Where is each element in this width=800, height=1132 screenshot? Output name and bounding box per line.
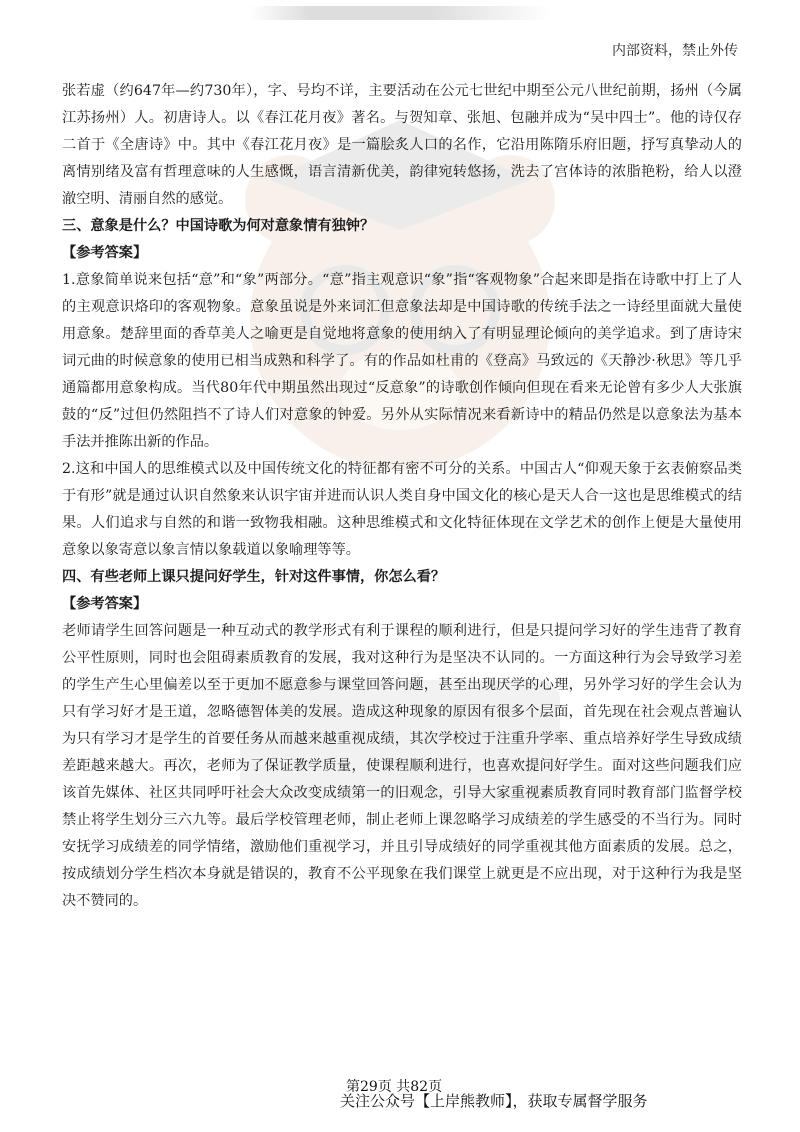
section-3-paragraph-1: 1.意象简单说来包括“意”和“象”两部分。“意”指主观意识“象”指“客观物象”合起来即是指在诗歌中打上了人的主观意识烙印的客观物象。意象虽说是外来词汇但意象法却是中国诗歌的传统手法之一诗经里面就大量使用意象。楚辞里面的香草美人之喻更是自觉地将意象的使用纳入了有明显理论倾向的美学追求。到了唐诗宋词元曲的时候意象的使用已相当成熟和科学了。有的作品如杜甫的《登高》马致远的《天静沙·秋思》等几乎通篇都用意象构成。当代80年代中期虽然出现过“反意象”的诗歌创作倾向但现在看来无论曾有多少人大张旗鼓的“反”过但仍然阻挡不了诗人们对意象的钟爱。另外从实际情况来看新诗中的精品仍然是以意象法为基本手法并推陈出新的作品。 bbox=[62, 272, 742, 450]
section-4-paragraph-1: 老师请学生回答问题是一种互动式的教学形式有利于课程的顺利进行，但是只提问学习好的学生违背了教育公平性原则，同时也会阻碍素质教育的发展，我对这种行为是坚决不认同的。一方面这种行为会导致学习差的学生产生心里偏差以至于更加不愿意参与课堂回答问题，甚至出现厌学的心理，另外学习好的学生会认为只有学习好才是王道，忽略德智体美的发展。造成这种现象的原因有很多个层面，首先现在社会观点普遍认为只有学习才是学生的首要任务从而越来越重视成绩，其次学校过于注重升学率、重点培养好学生导致成绩差距越来越大。再次，老师为了保证教学质量，使课程顺利进行，也喜欢提问好学生。面对这些问题我们应该首先媒体、社区共同呼吁社会大众改变成绩第一的旧观念，引导大家重视素质教育同时教育部门监督学校禁止将学生划分三六九等。最后学校管理老师，制止老师上课忽略学习成绩差的学生感受的不当行为。同时安抚学习成绩差的同学情绪，激励他们重视学习，并且引导成绩好的同学重视其他方面素质的发展。总之，按成绩划分学生档次本身就是错误的，教育不公平现象在我们课堂上就更是不应出现，对于这种行为我是坚决不赞同的。 bbox=[62, 623, 742, 909]
document-body bbox=[62, 78, 742, 915]
section-3-paragraph-2: 2.这和中国人的思维模式以及中国传统文化的特征都有密不可分的关系。中国古人“仰观天象于玄表俯察品类于有形”就是通过认识自然象来认识宇宙并进而认识人类自身中国文化的核心是天人合一这也是思维模式的结果。人们追求与自然的和谐一致物我相融。这种思维模式和文化特征体现在文学艺术的创作上便是大量使用意象以象寄意以象言情以象载道以象喻理等等。 bbox=[62, 461, 742, 558]
section-4-title: 四、有些老师上课只提问好学生，针对这件事情，你怎么看？ bbox=[62, 569, 446, 585]
scan-artifact bbox=[250, 6, 550, 20]
section-3-title: 三、意象是什么？中国诗歌为何对意象情有独钟？ bbox=[62, 218, 375, 234]
confidential-note: 内部资料，禁止外传 bbox=[612, 43, 738, 59]
section-3-answer-label: 【参考答案】 bbox=[62, 245, 148, 261]
page-number: 第29页 共82页 bbox=[346, 1079, 443, 1095]
section-4-answer-label: 【参考答案】 bbox=[62, 596, 148, 612]
author-bio-paragraph: 张若虚（约647年—约730年），字、号均不详，主要活动在公元七世纪中期至公元八世纪前期，扬州（今属江苏扬州）人。初唐诗人。以《春江花月夜》著名。与贺知章、张旭、包融并成为“吴中四士”。他的诗仅存二首于《全唐诗》中。其中《春江花月夜》是一篇脍炙人口的名作，它沿用陈隋乐府旧题，抒写真挚动人的离情别绪及富有哲理意味的人生感慨，语言清新优美，韵律宛转悠扬，洗去了宫体诗的浓脂艳粉，给人以澄澈空明、清丽自然的感觉。 bbox=[62, 83, 742, 207]
follow-account-note: 关注公众号【上岸熊教师】，获取专属督学服务 bbox=[340, 1092, 648, 1110]
